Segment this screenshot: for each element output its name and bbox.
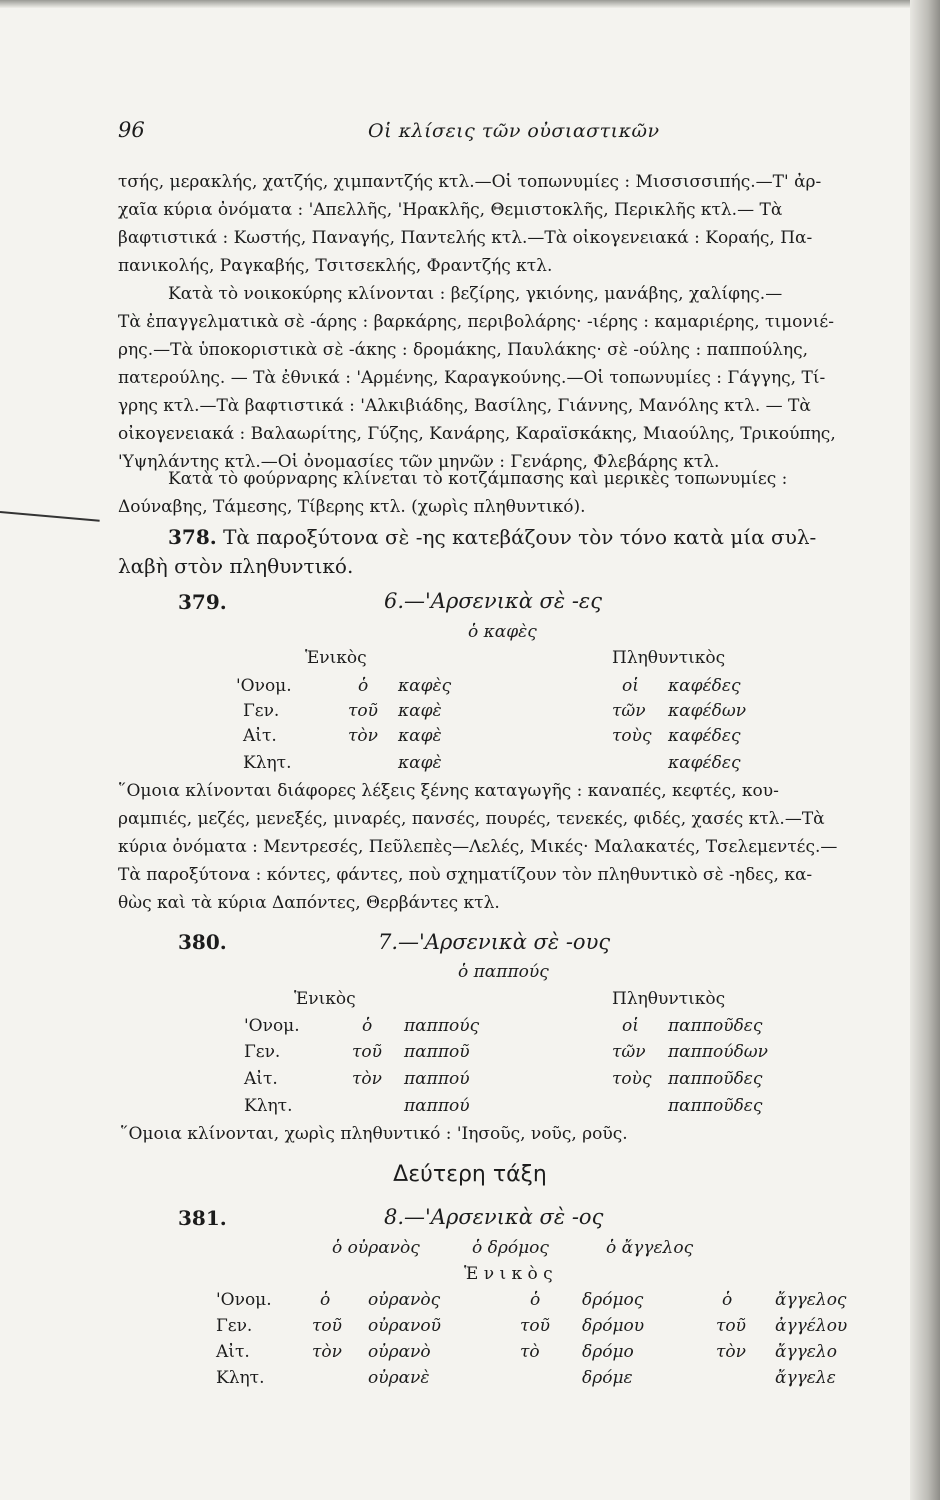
article: τὸν <box>348 726 378 746</box>
section-380-number: 380. <box>178 930 227 954</box>
section-378-line2: λαβὴ στὸν πληθυντικό. <box>118 554 354 578</box>
section-380-title: 7.—'Αρσενικὰ σὲ -ους <box>378 930 611 954</box>
text-line: Τὰ παροξύτονα : κόντες, φάντες, ποὺ σχηματίζουν τὸν πληθυντικὸ σὲ -ηδες, κα- <box>118 865 813 885</box>
section-378-number: 378. <box>168 525 217 549</box>
case-label: Αἰτ. <box>216 1342 250 1362</box>
margin-pencil-mark <box>0 511 100 522</box>
word-form: παπποῦδες <box>668 1096 763 1116</box>
section-379-number: 379. <box>178 590 227 614</box>
section-378 <box>118 523 908 581</box>
text-line: Τὰ ἐπαγγελματικὰ σὲ -άρης : βαρκάρης, περιβολάρης· -ιέρης : καμαριέρης, τιμονιέ- <box>118 312 834 332</box>
page-top-edge <box>0 0 940 8</box>
word-form: ἄγγελος <box>775 1290 847 1310</box>
case-label: Κλητ. <box>244 1096 293 1116</box>
example-word: ὁ ἄγγελος <box>606 1238 694 1258</box>
word-form: δρόμο <box>582 1342 634 1362</box>
word-form: δρόμε <box>582 1368 633 1388</box>
article: οἱ <box>622 1016 639 1036</box>
example-word: ὁ δρόμος <box>472 1238 549 1258</box>
singular-heading: Ἑ ν ι κ ὸ ς <box>464 1264 553 1284</box>
text-line: Κατὰ τὸ φούρναρης κλίνεται τὸ κοτζάμπασης καὶ μερικὲς τοπωνυμίες : <box>168 469 788 489</box>
case-label: Αἰτ. <box>244 1069 278 1089</box>
text-line: Κατὰ τὸ νοικοκύρης κλίνονται : βεζίρης, γκιόνης, μανάβης, χαλίφης.— <box>168 284 783 304</box>
section-378-text: Τὰ παροξύτονα σὲ -ης κατεβάζουν τὸν τόνο κατὰ μία συλ- <box>223 525 817 549</box>
text-line: βαφτιστικά : Κωστής, Παναγής, Παντελής κτλ.—Τὰ οἰκογενειακά : Κοραής, Πα- <box>118 228 813 248</box>
text-line: ῞Ομοια κλίνονται, χωρὶς πληθυντικό : 'Ιησοῦς, νοῦς, ροῦς. <box>120 1124 628 1144</box>
article: τὸν <box>352 1069 382 1089</box>
text-line: τσής, μερακλής, χατζής, χιμπαντζής κτλ.—Οἱ τοπωνυμίες : Μισσισσιπής.—Τ' ἀρ- <box>118 172 822 192</box>
case-label: 'Ονομ. <box>236 676 292 696</box>
article: τοῦ <box>352 1042 382 1062</box>
word-form: παπποῦ <box>404 1042 470 1062</box>
case-label: 'Ονομ. <box>216 1290 272 1310</box>
case-label: Κλητ. <box>216 1368 265 1388</box>
word-form: παππούς <box>404 1016 480 1036</box>
page-header <box>118 118 880 148</box>
word-form: ἀγγέλου <box>775 1316 848 1336</box>
case-label: Κλητ. <box>243 753 292 773</box>
text-line: 'Υψηλάντης κτλ.—Οἱ ὀνομασίες τῶν μηνῶν : Γενάρης, Φλεβάρης κτλ. <box>118 452 720 472</box>
text-line: ρης.—Τὰ ὑποκοριστικὰ σὲ -άκης : δρομάκης, Παυλάκης· σὲ -ούλης : παππούλης, <box>118 340 809 360</box>
page-number: 96 <box>118 118 145 142</box>
paragraph-1 <box>118 168 908 280</box>
text-line: κύρια ὀνόματα : Μεντρεσές, Πεῦλεπὲς—Λελές, Μικές· Μαλακατές, Τσελεμεντές.— <box>118 837 838 857</box>
case-label: 'Ονομ. <box>244 1016 300 1036</box>
article: τοῦ <box>716 1316 746 1336</box>
case-label: Γεν. <box>244 1042 281 1062</box>
text-line: Δούναβης, Τάμεσης, Τίβερης κτλ. (χωρὶς πληθυντικό). <box>118 497 586 517</box>
word-form: δρόμος <box>582 1290 644 1310</box>
case-label: Αἰτ. <box>243 726 277 746</box>
article: τοὺς <box>612 1069 652 1089</box>
word-form: οὐρανὸ <box>368 1342 431 1362</box>
text-line: χαῖα κύρια ὀνόματα : 'Απελλῆς, 'Ηρακλῆς, Θεμιστοκλῆς, Περικλῆς κτλ.— Τὰ <box>118 200 783 220</box>
word-form: παππού <box>404 1096 470 1116</box>
word-form: δρόμου <box>582 1316 645 1336</box>
case-label: Γεν. <box>216 1316 253 1336</box>
word-form: παππούδων <box>668 1042 768 1062</box>
word-form: καφὲ <box>398 753 442 773</box>
text-line: γρης κτλ.—Τὰ βαφτιστικά : 'Αλκιβιάδης, Βασίλης, Γιάννης, Μανόλης κτλ. — Τὰ <box>118 396 811 416</box>
article: τὸν <box>312 1342 342 1362</box>
plural-heading: Πληθυντικὸς <box>612 989 726 1009</box>
page-spine-shadow <box>910 0 940 1500</box>
word-form: καφὲς <box>398 676 452 696</box>
paragraph-3 <box>118 465 908 521</box>
article: ὁ <box>722 1290 733 1310</box>
section-380-note <box>118 1120 908 1148</box>
word-form: οὐρανὸς <box>368 1290 441 1310</box>
section-379-example: ὁ καφὲς <box>468 622 537 642</box>
running-title: Οἱ κλίσεις τῶν οὐσιαστικῶν <box>368 120 660 142</box>
singular-heading: Ἑνικὸς <box>305 648 367 668</box>
word-form: ἄγγελο <box>775 1342 837 1362</box>
article: ὁ <box>358 676 369 696</box>
article: οἱ <box>622 676 639 696</box>
word-form: καφέδων <box>668 701 747 721</box>
case-label: Γεν. <box>243 701 280 721</box>
text-line: πατερούλης. — Τὰ ἐθνικά : 'Αρμένης, Καραγκούνης.—Οἱ τοπωνυμίες : Γάγγης, Τί- <box>118 368 826 388</box>
text-line: οἰκογενειακά : Βαλαωρίτης, Γύζης, Κανάρης, Καραϊσκάκης, Μιαούλης, Τρικούπης, <box>118 424 836 444</box>
word-form: ἄγγελε <box>775 1368 836 1388</box>
word-form: παπποῦδες <box>668 1016 763 1036</box>
paragraph-2 <box>118 280 908 476</box>
text-line: θὼς καὶ τὰ κύρια Δαπόντες, Θερβάντες κτλ. <box>118 893 500 913</box>
example-word: ὁ οὐρανὸς <box>332 1238 420 1258</box>
article: τοῦ <box>520 1316 550 1336</box>
article: τοὺς <box>612 726 652 746</box>
class-heading: Δεύτερη τάξη <box>393 1162 547 1187</box>
word-form: καφέδες <box>668 753 741 773</box>
section-380-example: ὁ παππούς <box>458 962 549 982</box>
text-line: ραμπιές, μεζές, μενεξές, μιναρές, πανσές, πουρές, τενεκές, φιδές, χασές κτλ.—Τὰ <box>118 809 825 829</box>
article: ὁ <box>320 1290 331 1310</box>
plural-heading: Πληθυντικὸς <box>612 648 726 668</box>
article: τοῦ <box>348 701 378 721</box>
article: τὸν <box>716 1342 746 1362</box>
section-379-note <box>118 777 908 917</box>
singular-heading: Ἑνικὸς <box>294 989 356 1009</box>
word-form: οὐρανοῦ <box>368 1316 441 1336</box>
word-form: καφέδες <box>668 676 741 696</box>
article: τῶν <box>612 1042 646 1062</box>
article: τὸ <box>520 1342 540 1362</box>
word-form: παπποῦδες <box>668 1069 763 1089</box>
word-form: καφὲ <box>398 726 442 746</box>
word-form: καφέδες <box>668 726 741 746</box>
article: ὁ <box>530 1290 541 1310</box>
article: τῶν <box>612 701 646 721</box>
section-381-title: 8.—'Αρσενικὰ σὲ -ος <box>384 1205 604 1229</box>
section-378-line <box>118 523 908 552</box>
section-381-number: 381. <box>178 1206 227 1230</box>
article: ὁ <box>362 1016 373 1036</box>
text-line: πανικολής, Ραγκαβής, Τσιτσεκλής, Φραντζής κτλ. <box>118 256 553 276</box>
word-form: παππού <box>404 1069 470 1089</box>
text-line: ῞Ομοια κλίνονται διάφορες λέξεις ξένης καταγωγῆς : καναπές, κεφτές, κου- <box>118 781 779 801</box>
word-form: καφὲ <box>398 701 442 721</box>
article: τοῦ <box>312 1316 342 1336</box>
word-form: οὐρανὲ <box>368 1368 430 1388</box>
section-379-title: 6.—'Αρσενικὰ σὲ -ες <box>384 589 602 613</box>
